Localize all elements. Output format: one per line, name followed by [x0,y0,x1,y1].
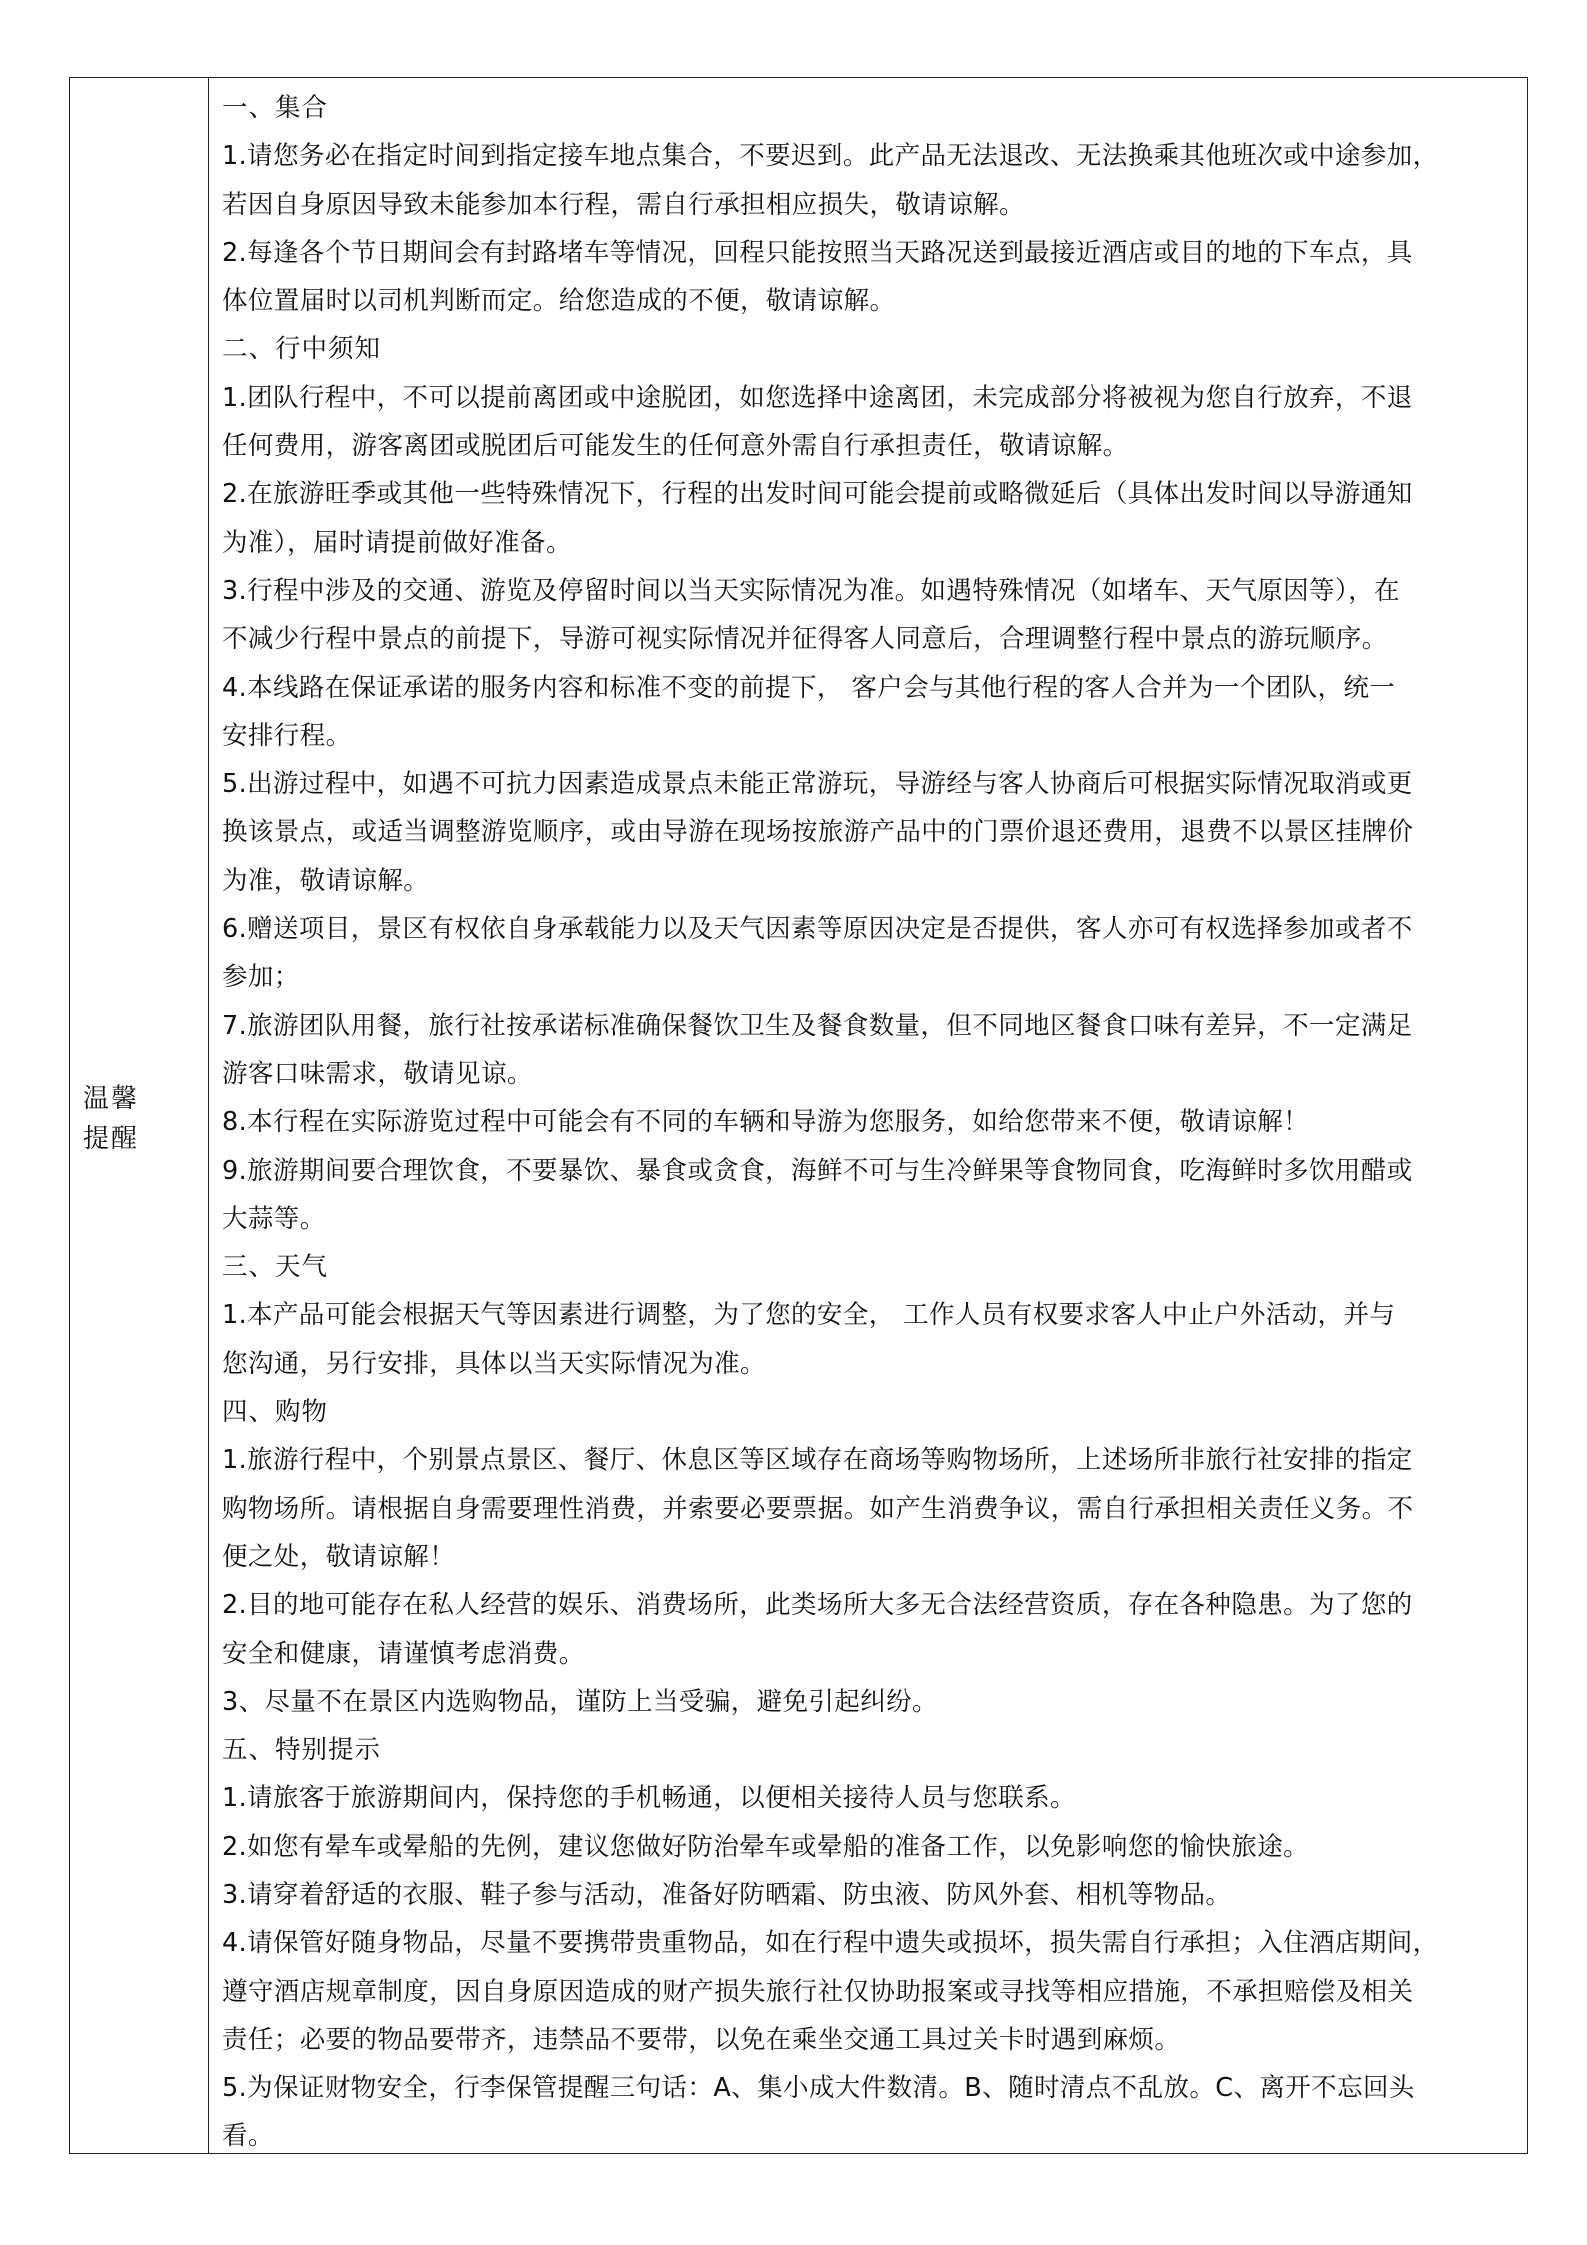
text-line: 不减少行程中景点的前提下，导游可视实际情况并征得客人同意后，合理调整行程中景点的游玩顺序。 [222,624,1388,655]
text-line: 3.行程中涉及的交通、游览及停留时间以当天实际情况为准。如遇特殊情况（如堵车、天气原因等），在 [222,575,1400,606]
notice-table [69,77,1528,2154]
text-line: 1.本产品可能会根据天气等因素进行调整，为了您的安全， 工作人员有权要求客人中止户外活动，并与 [222,1300,1396,1331]
text-line: 任何费用，游客离团或脱团后可能发生的任何意外需自行承担责任，敬请谅解。 [222,431,1129,462]
text-line: 安全和健康，请谨慎考虑消费。 [222,1638,585,1669]
text-line: 4.请保管好随身物品，尽量不要携带贵重物品，如在行程中遗失或损坏，损失需自行承担；入住酒店期间， [222,1928,1439,1959]
text-line: 2.每逢各个节日期间会有封路堵车等情况，回程只能按照当天路况送到最接近酒店或目的地的下车点，具 [222,237,1413,268]
text-line: 1.团队行程中，不可以提前离团或中途脱团，如您选择中途离团，未完成部分将被视为您自行放弃，不退 [222,382,1413,413]
text-line: 遵守酒店规章制度，因自身原因造成的财产损失旅行社仅协助报案或寻找等相应措施，不承担赔偿及相关 [222,1976,1414,2007]
text-line: 4.本线路在保证承诺的服务内容和标准不变的前提下， 客户会与其他行程的客人合并为一个团队，统一 [222,672,1396,703]
text-line: 3、尽量不在景区内选购物品，谨防上当受骗，避免引起纠纷。 [222,1686,938,1717]
text-line: 您沟通，另行安排，具体以当天实际情况为准。 [222,1348,766,1379]
text-line: 看。 [222,2121,274,2152]
text-line: 2.目的地可能存在私人经营的娱乐、消费场所，此类场所大多无合法经营资质，存在各种隐患。为了您的 [222,1590,1413,1621]
text-line: 9.旅游期间要合理饮食，不要暴饮、暴食或贪食，海鲜不可与生冷鲜果等食物同食，吃海鲜时多饮用醋或 [222,1155,1413,1186]
text-line: 体位置届时以司机判断而定。给您造成的不便，敬请谅解。 [222,286,896,317]
section-heading: 四、购物 [222,1397,329,1428]
text-line: 换该景点，或适当调整游览顺序，或由导游在现场按旅游产品中的门票价退还费用，退费不以景区挂牌价 [222,817,1414,848]
text-line: 6.赠送项目，景区有权依自身承载能力以及天气因素等原因决定是否提供，客人亦可有权选择参加或者不 [222,914,1413,945]
text-line: 责任；必要的物品要带齐，违禁品不要带，以免在乘坐交通工具过关卡时遇到麻烦。 [222,2024,1181,2055]
text-line: 安排行程。 [222,720,352,751]
text-line: 2.如您有晕车或晕船的先例，建议您做好防治晕车或晕船的准备工作，以免影响您的愉快旅途。 [222,1831,1310,1862]
text-line: 大蒜等。 [222,1203,326,1234]
text-line: 8.本行程在实际游览过程中可能会有不同的车辆和导游为您服务，如给您带来不便，敬请谅解！ [222,1107,1310,1138]
label-cell [70,78,209,2153]
section-label: 温馨提醒 [83,1083,140,1154]
text-line: 便之处，敬请谅解！ [222,1541,456,1572]
text-line: 5.为保证财物安全，行李保管提醒三句话：A、集小成大件数清。B、随时清点不乱放。C、离开不忘回头 [222,2073,1415,2104]
text-line: 5.出游过程中，如遇不可抗力因素造成景点未能正常游玩，导游经与客人协商后可根据实际情况取消或更 [222,769,1413,800]
text-line: 3.请穿着舒适的衣服、鞋子参与活动，准备好防晒霜、防虫液、防风外套、相机等物品。 [222,1879,1232,1910]
section-heading: 三、天气 [222,1252,329,1283]
text-line: 1.旅游行程中，个别景点景区、餐厅、休息区等区域存在商场等购物场所，上述场所非旅行社安排的指定 [222,1445,1413,1476]
text-line: 7.旅游团队用餐，旅行社按承诺标准确保餐饮卫生及餐食数量，但不同地区餐食口味有差异，不一定满足 [222,1010,1413,1041]
text-line: 2.在旅游旺季或其他一些特殊情况下，行程的出发时间可能会提前或略微延后（具体出发时间以导游通知 [222,479,1413,510]
section-heading: 一、集合 [222,93,329,123]
text-line: 若因自身原因导致未能参加本行程，需自行承担相应损失，敬请谅解。 [222,189,1025,220]
text-line: 1.请旅客于旅游期间内，保持您的手机畅通，以便相关接待人员与您联系。 [222,1783,1076,1814]
text-line: 为准），届时请提前做好准备。 [222,527,572,558]
content-cell [209,78,1527,2153]
text-line: 1.请您务必在指定时间到指定接车地点集合，不要迟到。此产品无法退改、无法换乘其他班次或中途参加， [222,141,1439,172]
section-heading: 二、行中须知 [222,334,382,365]
text-line: 游客口味需求，敬请见谅。 [222,1058,533,1089]
text-line: 购物场所。请根据自身需要理性消费，并索要必要票据。如产生消费争议，需自行承担相关责任义务。不 [222,1493,1414,1524]
text-line: 为准，敬请谅解。 [222,865,430,896]
text-line: 参加； [222,962,300,993]
section-heading: 五、特别提示 [222,1735,382,1766]
